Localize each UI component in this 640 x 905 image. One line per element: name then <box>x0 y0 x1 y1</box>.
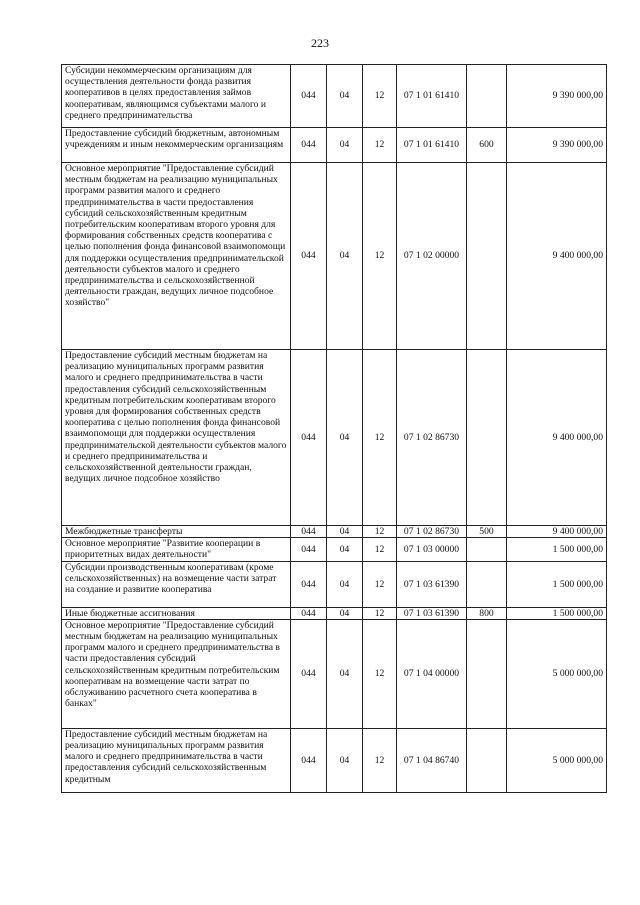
row-target-code: 07 1 03 00000 <box>397 538 467 561</box>
row-name: Субсидии некоммерческим организациям для осуществления деятельности фонда развития кооперативов в целях предоставления займов кооперативам, являющимся субъектами малого и среднего предпринимательства <box>62 65 291 128</box>
row-section-code: 04 <box>327 526 363 538</box>
table-row <box>62 619 607 728</box>
table-row <box>62 526 607 538</box>
table-row <box>62 163 607 350</box>
row-expense-type-code: 600 <box>467 128 507 163</box>
row-section-code: 04 <box>327 163 363 350</box>
row-expense-type-code <box>467 538 507 561</box>
row-expense-type-code <box>467 561 507 607</box>
row-name: Межбюджетные трансферты <box>62 526 291 538</box>
row-target-code: 07 1 04 00000 <box>397 619 467 728</box>
row-section-code: 04 <box>327 350 363 526</box>
row-subsection-code: 12 <box>363 561 397 607</box>
row-subsection-code: 12 <box>363 607 397 619</box>
table-row <box>62 128 607 163</box>
row-expense-type-code: 500 <box>467 526 507 538</box>
table-row <box>62 561 607 607</box>
row-expense-type-code <box>467 65 507 128</box>
row-subsection-code: 12 <box>363 65 397 128</box>
row-section-code: 04 <box>327 128 363 163</box>
table-row <box>62 607 607 619</box>
row-section-code: 04 <box>327 538 363 561</box>
row-section-code: 04 <box>327 607 363 619</box>
row-target-code: 07 1 02 00000 <box>397 163 467 350</box>
table-row <box>62 728 607 792</box>
row-amount: 1 500 000,00 <box>507 607 607 619</box>
row-ministry-code: 044 <box>291 350 327 526</box>
row-subsection-code: 12 <box>363 728 397 792</box>
row-amount: 9 400 000,00 <box>507 163 607 350</box>
row-target-code: 07 1 04 86740 <box>397 728 467 792</box>
row-name: Субсидии производственным кооперативам (кроме сельскохозяйственных) на возмещение части затрат на создание и развитие кооператива <box>62 561 291 607</box>
row-name: Предоставление субсидий бюджетным, автономным учреждениям и иным некоммерческим организациям <box>62 128 291 163</box>
row-expense-type-code <box>467 350 507 526</box>
row-amount: 9 390 000,00 <box>507 128 607 163</box>
row-expense-type-code <box>467 163 507 350</box>
row-target-code: 07 1 03 61390 <box>397 561 467 607</box>
row-target-code: 07 1 02 86730 <box>397 350 467 526</box>
row-amount: 9 400 000,00 <box>507 526 607 538</box>
row-subsection-code: 12 <box>363 526 397 538</box>
row-name: Основное мероприятие "Предоставление субсидий местным бюджетам на реализацию муниципальных программ развития малого и среднего предпринимательства в части предоставления субсидий сельскохозяйственным кредитным потребительским кооперативам второго уровня для формирования собственных средств кооператива с целью пополнения фонда финансовой взаимопомощи для поддержки осуществления предпринимательской деятельности субъектов малого и среднего предпринимательства и сельскохозяйственной деятельности граждан, ведущих личное подсобное хозяйство" <box>62 163 291 350</box>
row-amount: 1 500 000,00 <box>507 561 607 607</box>
row-name: Предоставление субсидий местным бюджетам на реализацию муниципальных программ развития малого и среднего предпринимательства в части предоставления субсидий сельскохозяйственным кредитным <box>62 728 291 792</box>
table-row <box>62 538 607 561</box>
row-amount: 5 000 000,00 <box>507 728 607 792</box>
row-ministry-code: 044 <box>291 128 327 163</box>
row-name: Основное мероприятие "Развитие кооперации в приоритетных видах деятельности" <box>62 538 291 561</box>
row-subsection-code: 12 <box>363 619 397 728</box>
row-expense-type-code: 800 <box>467 607 507 619</box>
row-name: Иные бюджетные ассигнования <box>62 607 291 619</box>
budget-table <box>61 64 607 793</box>
table-row <box>62 350 607 526</box>
row-subsection-code: 12 <box>363 538 397 561</box>
row-target-code: 07 1 03 61390 <box>397 607 467 619</box>
row-section-code: 04 <box>327 65 363 128</box>
row-ministry-code: 044 <box>291 561 327 607</box>
row-subsection-code: 12 <box>363 163 397 350</box>
row-subsection-code: 12 <box>363 128 397 163</box>
page-number: 223 <box>311 36 329 50</box>
table-row <box>62 65 607 128</box>
row-target-code: 07 1 01 61410 <box>397 65 467 128</box>
row-section-code: 04 <box>327 561 363 607</box>
row-amount: 9 390 000,00 <box>507 65 607 128</box>
row-section-code: 04 <box>327 619 363 728</box>
row-name: Предоставление субсидий местным бюджетам на реализацию муниципальных программ развития малого и среднего предпринимательства в части предоставления субсидий сельскохозяйственным кредитным потребительским кооперативам второго уровня для формирования собственных средств кооператива с целью пополнения фонда финансовой взаимопомощи для поддержки осуществления предпринимательской деятельности субъектов малого и среднего предпринимательства и сельскохозяйственной деятельности граждан, ведущих личное подсобное хозяйство <box>62 350 291 526</box>
row-ministry-code: 044 <box>291 538 327 561</box>
row-target-code: 07 1 02 86730 <box>397 526 467 538</box>
row-section-code: 04 <box>327 728 363 792</box>
row-ministry-code: 044 <box>291 728 327 792</box>
row-expense-type-code <box>467 619 507 728</box>
row-amount: 5 000 000,00 <box>507 619 607 728</box>
row-ministry-code: 044 <box>291 607 327 619</box>
row-expense-type-code <box>467 728 507 792</box>
row-ministry-code: 044 <box>291 619 327 728</box>
row-target-code: 07 1 01 61410 <box>397 128 467 163</box>
row-ministry-code: 044 <box>291 65 327 128</box>
row-amount: 1 500 000,00 <box>507 538 607 561</box>
row-name: Основное мероприятие "Предоставление субсидий местным бюджетам на реализацию муниципальных программ малого и среднего предпринимательства в части предоставления субсидий сельскохозяйственным кредитным потребительским кооперативам на возмещение части затрат по обслуживанию расчетного счета кооператива в банках" <box>62 619 291 728</box>
row-subsection-code: 12 <box>363 350 397 526</box>
row-amount: 9 400 000,00 <box>507 350 607 526</box>
row-ministry-code: 044 <box>291 526 327 538</box>
row-ministry-code: 044 <box>291 163 327 350</box>
table-body <box>62 65 607 793</box>
